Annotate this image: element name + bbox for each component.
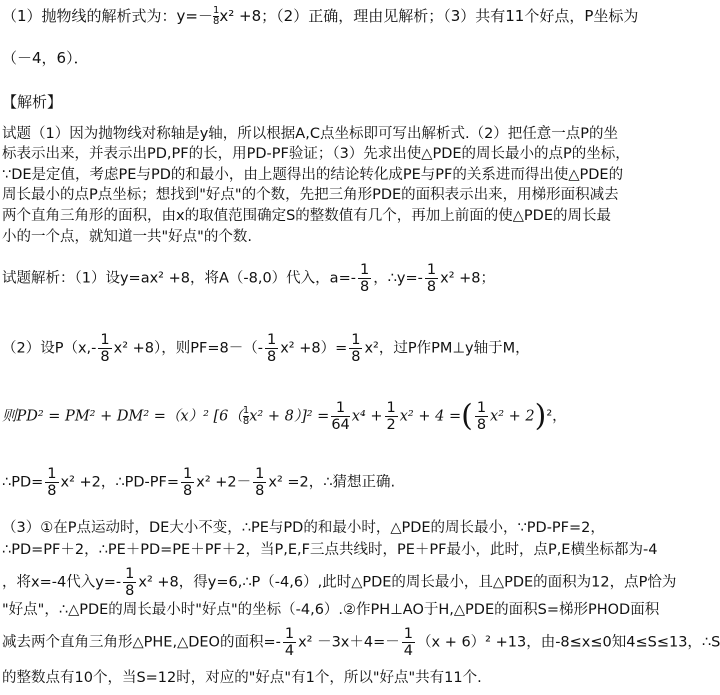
solution-line-4: [2, 466, 395, 499]
paren-close: ): [534, 398, 547, 434]
text: 减去两个直角三角形△PHE,△DEO的面积=-: [2, 634, 281, 651]
text: ²，: [546, 408, 567, 425]
text: x² +2－: [196, 474, 252, 491]
text: x²，过P作PM⊥y轴于M，: [364, 340, 530, 357]
text: x⁴ +: [351, 408, 383, 425]
solution-line-2: [2, 332, 530, 365]
solution-line-5i: 的整数点有10个，当S=12时，对应的"好点"有1个，所以"好点"共有11个.: [2, 670, 482, 686]
text: （x + 6）² +13，由-8≤x≤0知4≤S≤13，∴S: [417, 634, 720, 651]
solution-line-5e: "好点"，∴△PDE的周长最小时"好点"的坐标（-4,6）.②作PH⊥AO于H,△PDE的面积S=梯形PHOD面积: [2, 602, 660, 618]
answer-line-1: [2, 6, 638, 27]
fraction: $\frac{1}{8}$: [100, 332, 110, 365]
solution-line-5a: （3）①在P点运动时，DE大小不变，∴PE与PD的和最小时，△PDE的周长最小，∵PD-PF=2，: [2, 520, 605, 536]
fraction: $\frac{1}{8}$: [125, 566, 135, 599]
solution-line-3: [2, 400, 567, 433]
fraction: $\frac{1}{4}$: [284, 626, 295, 659]
hint-line: ∵DE是定值，考虑PE与PD的和最小，由上题得出的结论转化成PE与PF的关系进而得出使△PDE的: [2, 167, 624, 183]
text: ，∴y=-: [373, 270, 423, 287]
text: x² －3x＋4=－: [298, 634, 400, 651]
answer-line-2: （－4，6）．: [2, 49, 89, 67]
answer-text: （1）抛物线的解析式为：y=－: [2, 7, 213, 25]
text: x² + 8）]² =: [249, 408, 330, 425]
fraction: $\frac{1}{8}$: [242, 405, 250, 427]
solution-line-5b: ∴PD=PF＋2，∴PE＋PD=PE＋PF＋2，当P,E,F三点共线时，PE＋PF最小，此时，点P,E横坐标都为-4: [2, 542, 658, 558]
text: x² +2，∴PD-PF=: [60, 474, 180, 491]
paren-open: (: [461, 398, 473, 434]
text: x² +8；: [440, 270, 496, 287]
solution-line-5c: [2, 566, 676, 599]
hint-line: 周长最小的点P点坐标；想找到"好点"的个数，先把三角形PDE的面积表示出来，用梯形面积减去: [2, 187, 619, 203]
fraction: $\frac{1}{8}$: [351, 332, 361, 365]
text: （2）设P（x,-: [2, 340, 97, 357]
text: x² + 4 =: [399, 408, 462, 425]
text: ，将x=-4代入y=-: [2, 574, 122, 591]
solution-line-1: [2, 262, 495, 295]
text: x² +8）=: [280, 340, 348, 357]
hint-line: 标表示出来，并表示出PD,PF的长，用PD-PF验证；（3）先求出使△PDE的周长最小的点P的坐标，: [2, 146, 630, 162]
text: x² =2，∴猜想正确.: [268, 474, 396, 491]
hint-line: 试题（1）因为抛物线对称轴是y轴，所以根据A,C点坐标即可写出解析式.（2）把任意一点P的坐: [2, 126, 619, 142]
fraction: $\frac{1}{8}$: [359, 262, 370, 295]
fraction: $\frac{1}{8}$: [426, 262, 437, 295]
fraction: $\frac{1}{8}$: [183, 466, 193, 499]
hint-line: 两个直角三角形的面积，由x的取值范围确定S的整数值有几个，再加上前面的使△PDE的周长最: [2, 208, 612, 224]
analysis-heading: 【解析】: [2, 93, 63, 111]
solution-line-5f: [2, 626, 720, 659]
fraction: $\frac{1}{64}$: [331, 400, 350, 433]
fraction: $\frac{1}{8}$: [255, 466, 265, 499]
fraction: $\frac{1}{4}$: [403, 626, 413, 659]
hint-line: 小的一个点，就知道一共"好点"的个数.: [2, 229, 252, 245]
text: x² + 2: [490, 408, 535, 425]
text: 则PD² = PM² + DM² =（x）² [6（: [2, 408, 243, 425]
answer-text-b: x² +8；（2）正确，理由见解析；（3）共有11个好点，P坐标为: [219, 7, 639, 25]
text: x² +8，得y=6,∴P（-4,6）,此时△PDE的周长最小，且△PDE的面积为12，点P恰为: [138, 574, 677, 591]
fraction: $\frac{1}{8}$: [266, 332, 277, 365]
fraction: $\frac{1}{8}$: [47, 466, 57, 499]
fraction: $\frac{1}{8}$: [476, 400, 487, 433]
text: x² +8），则PF=8－（-: [113, 340, 263, 357]
fraction: $\frac{1}{2}$: [386, 400, 396, 433]
text: 试题解析：（1）设y=ax² +8，将A（-8,0）代入，a=-: [2, 270, 356, 287]
fraction: $\frac{1}{8}$: [213, 5, 220, 27]
text: ∴PD=: [2, 474, 44, 491]
